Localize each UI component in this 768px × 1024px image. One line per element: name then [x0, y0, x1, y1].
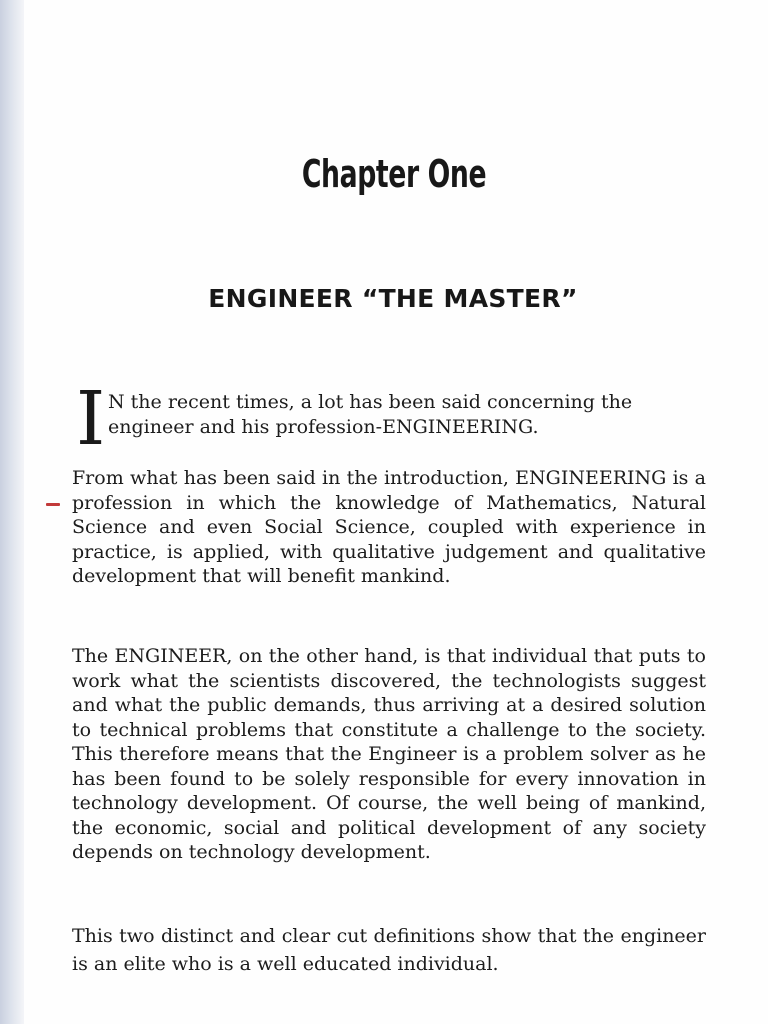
- lead-paragraph-text: N the recent times, a lot has been said concerning the engineer and his profession-ENGINEERING.: [108, 391, 633, 438]
- paragraph-definition-engineering: From what has been said in the introduction, ENGINEERING is a profession in which the knowledge of Mathematics, Natural Science and even Social Science, coupled with experience in practice, is applied, with qualitative judgement and qualitative development that will benefit mankind.: [72, 467, 706, 587]
- margin-annotation-mark: [46, 503, 60, 506]
- paragraph-definition-engineer: The ENGINEER, on the other hand, is that individual that puts to work what the scientists discovered, the technologists suggest and what the public demands, thus arriving at a desired solution to technical problems that constitute a challenge to the society. This therefore means that the Engineer is a problem solver as he has been found to be solely responsible for every innovation in technology development. Of course, the well being of mankind, the economic, social and political development of any society depends on technology development.: [72, 645, 706, 863]
- paragraph-conclusion: This two distinct and clear cut definitions show that the engineer is an elite who is a well educated individual.: [72, 925, 706, 975]
- drop-cap: I: [76, 376, 106, 462]
- page-spine-shadow: [0, 0, 24, 1024]
- chapter-title: Chapter One: [301, 152, 487, 196]
- section-title: ENGINEER “THE MASTER”: [208, 284, 578, 313]
- lead-paragraph: [76, 376, 716, 462]
